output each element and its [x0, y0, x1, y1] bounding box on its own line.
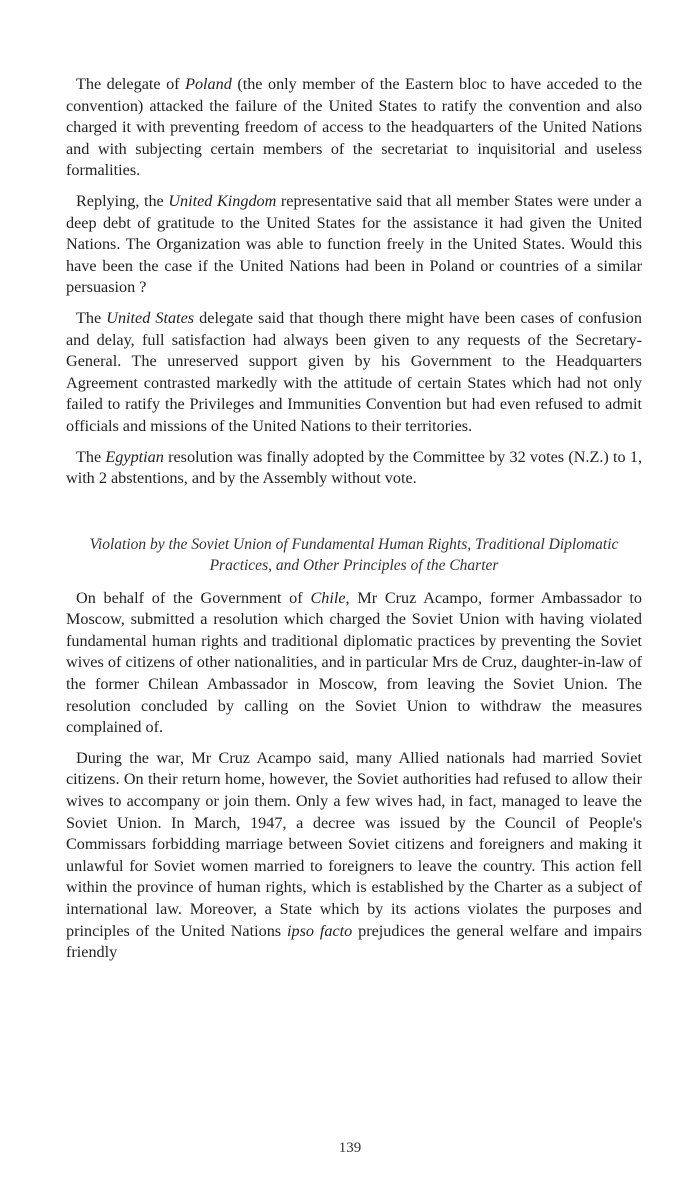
page-number: 139 — [338, 1140, 362, 1156]
paragraph-chile-resolution: On behalf of the Government of Chile, Mr Cruz Acampo, former Ambassador to Moscow, submitted a resolution which charged the Soviet Union with having violated fundamental human rights and traditional diplomatic practices by preventing the Soviet wives of citizens of other nationalities, and in particular Mrs de Cruz, daughter-in-law of the former Chilean Ambassador in Moscow, from leaving the Soviet Union. The resolution concluded by calling on the Soviet Union to withdraw the measures complained of. — [66, 588, 643, 737]
country-name: Poland — [185, 75, 232, 93]
section-heading: Violation by the Soviet Union of Fundamental Human Rights, Traditional Diplomatic Practices, and Other Principles of the Charter — [89, 535, 619, 574]
paragraph-poland: The delegate of Poland (the only member of the Eastern bloc to have acceded to the convention) attacked the failure of the United States to ratify the convention and also charged it with preventing freedom of access to the headquarters of the United Nations and with subjecting certain members of the secretariat to inquisitorial and useless formalities. — [66, 75, 643, 180]
country-name: Chile — [310, 588, 346, 607]
country-name: United States — [106, 308, 195, 327]
country-name: United Kingdom — [168, 191, 277, 210]
paragraph-united-kingdom: Replying, the United Kingdom representative said that all member States were under a deep debt of gratitude to the United States for the assistance it had given the United Nations. The Organization was able to function freely in the United States. Would this have been the case if the United Nations had been in Poland or countries of a similar persuasion ? — [66, 191, 642, 297]
document-page — [66, 74, 642, 973]
country-name: Egyptian — [105, 447, 164, 466]
paragraph-united-states: The United States delegate said that though there might have been cases of confusion and delay, full satisfaction had always been given to any requests of the Secretary-General. The unreserved support given by his Government to the Headquarters Agreement contrasted markedly with the attitude of certain States which had not only failed to ratify the Privileges and Immunities Convention but had even refused to admit officials and missions of the United Nations to their territories. — [66, 308, 642, 435]
paragraph-egyptian-resolution: The Egyptian resolution was finally adopted by the Committee by 32 votes (N.Z.) to 1, with 2 abstentions, and by the Assembly without vote. — [66, 447, 642, 488]
latin-phrase: ipso facto — [286, 921, 353, 940]
paragraph-soviet-wives: During the war, Mr Cruz Acampo said, many Allied nationals had married Soviet citizens. On their return home, however, the Soviet authorities had refused to allow their wives to accompany or join them. Only a few wives had, in fact, managed to leave the Soviet Union. In March, 1947, a decree was issued by the Council of People's Commissars forbidding marriage between Soviet citizens and foreigners and making it unlawful for Soviet women married to foreigners to leave the country. This action fell within the province of human rights, which is established by the Charter as a subject of international law. Moreover, a State which by its actions violates the purposes and principles of the United Nations ipso facto prejudices the general welfare and impairs friendly — [66, 748, 642, 962]
